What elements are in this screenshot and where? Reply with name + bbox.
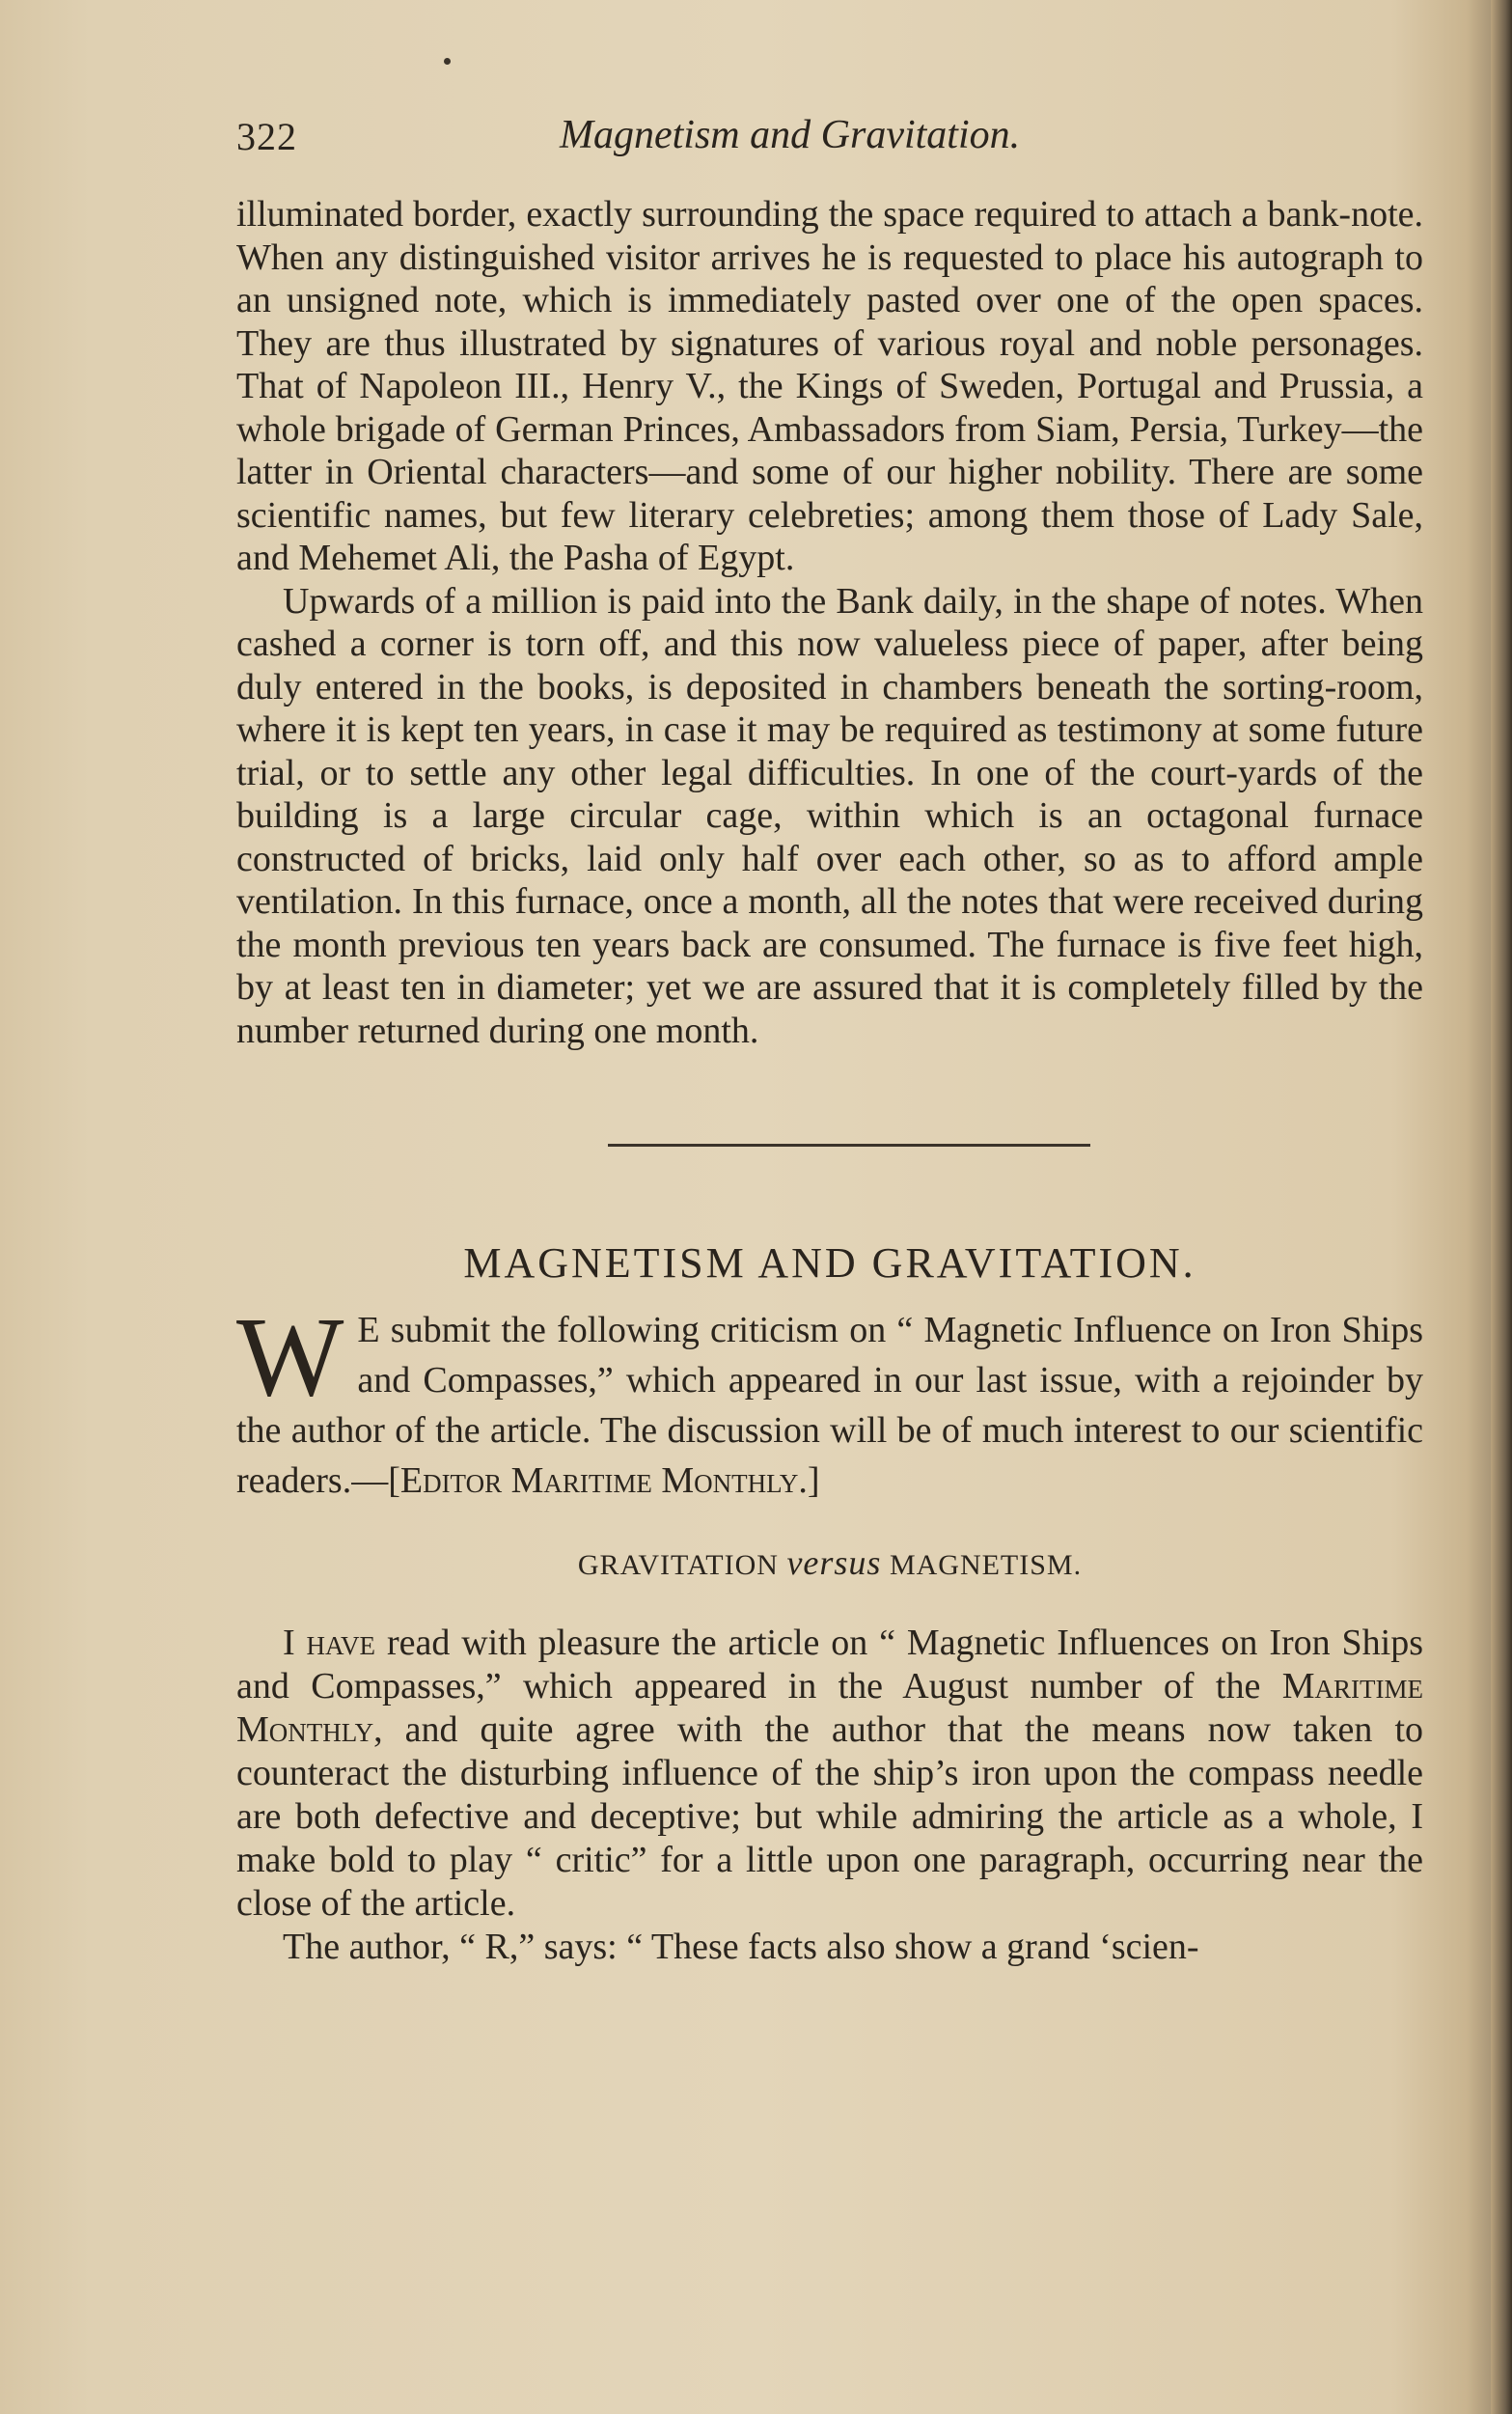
editor-credit: Editor Maritime Monthly. xyxy=(399,1460,808,1501)
page-edge-shadow xyxy=(1491,0,1512,2414)
criticism-paragraph xyxy=(236,1622,1423,1926)
continued-paragraph: illuminated border, exactly surrounding the space required to attach a bank-note. When any distinguished visitor arrives he is requested to place his autograph to an unsigned note, which is immediately pasted over one of the open spaces. They are thus illustrated by signatures of various royal and noble personages. That of Napoleon III., Henry V., the Kings of Sweden, Portugal and Prussia, a whole brigade of German Princes, Ambassadors from Siam, Persia, Turkey—the latter in Oriental characters—and some of our higher nobility. There are some scientific names, but few literary celebreties; among them those of Lady Sale, and Mehemet Ali, the Pasha of Egypt. xyxy=(236,194,1423,578)
subheading-left: GRAVITATION xyxy=(577,1549,787,1581)
page-number: 322 xyxy=(236,115,297,158)
paragraph-lead: I have xyxy=(283,1623,376,1663)
page-content xyxy=(236,106,1423,1969)
ink-speck xyxy=(444,58,451,65)
drop-cap: W xyxy=(236,1293,344,1420)
editor-introduction xyxy=(236,1293,1423,1506)
subheading-versus: versus xyxy=(786,1543,882,1582)
intro-close-bracket: ] xyxy=(807,1460,820,1501)
section-subheading xyxy=(236,1542,1423,1583)
intro-text: E submit the following criticism on “ Magnetic Influence on Iron Ships and Compasses,” which appeared in our last issue, with a rejoinder by the author of the article. The discussion will be of much interest to our scientific readers.—[ xyxy=(236,1310,1423,1501)
bank-notes-paragraph: Upwards of a million is paid into the Bank daily, in the shape of notes. When cashed a corner is torn off, and this now valueless piece of paper, after being duly entered in the books, is deposited in chambers beneath the sorting-room, where it is kept ten years, in case it may be required as testimony at some future trial, or to settle any other legal difficulties. In one of the court-yards of the building is a large circular cage, within which is an octagonal furnace constructed of bricks, laid only half over each other, so as to afford ample ventilation. In this furnace, once a month, all the notes that were received during the month previous ten years back are consumed. The furnace is five feet high, by at least ten in diameter; yet we are assured that it is completely filled by the number returned during one month. xyxy=(236,580,1423,1051)
section-divider xyxy=(608,1144,1090,1147)
article-title: MAGNETISM AND GRAVITATION. xyxy=(463,1239,1196,1287)
criticism-text-a: read with pleasure the article on “ Magnetic Influences on Iron Ships and Compasses,” which appeared in the August number of the xyxy=(236,1623,1423,1706)
running-head xyxy=(236,106,1423,174)
subheading-right: MAGNETISM. xyxy=(881,1549,1083,1581)
quotation-paragraph: The author, “ R,” says: “ These facts also show a grand ‘scien- xyxy=(283,1927,1199,1967)
running-title: Magnetism and Gravitation. xyxy=(560,113,1021,157)
journal-name: Maritime Monthly xyxy=(236,1666,1423,1750)
criticism-text-b: , and quite agree with the author that the means now taken to counteract the disturbing influence of the ship’s iron upon the compass needle are both defective and deceptive; but while admiring the article as a whole, I make bold to play “ critic” for a little upon one paragraph, occurring near the close of the article. xyxy=(236,1709,1423,1924)
